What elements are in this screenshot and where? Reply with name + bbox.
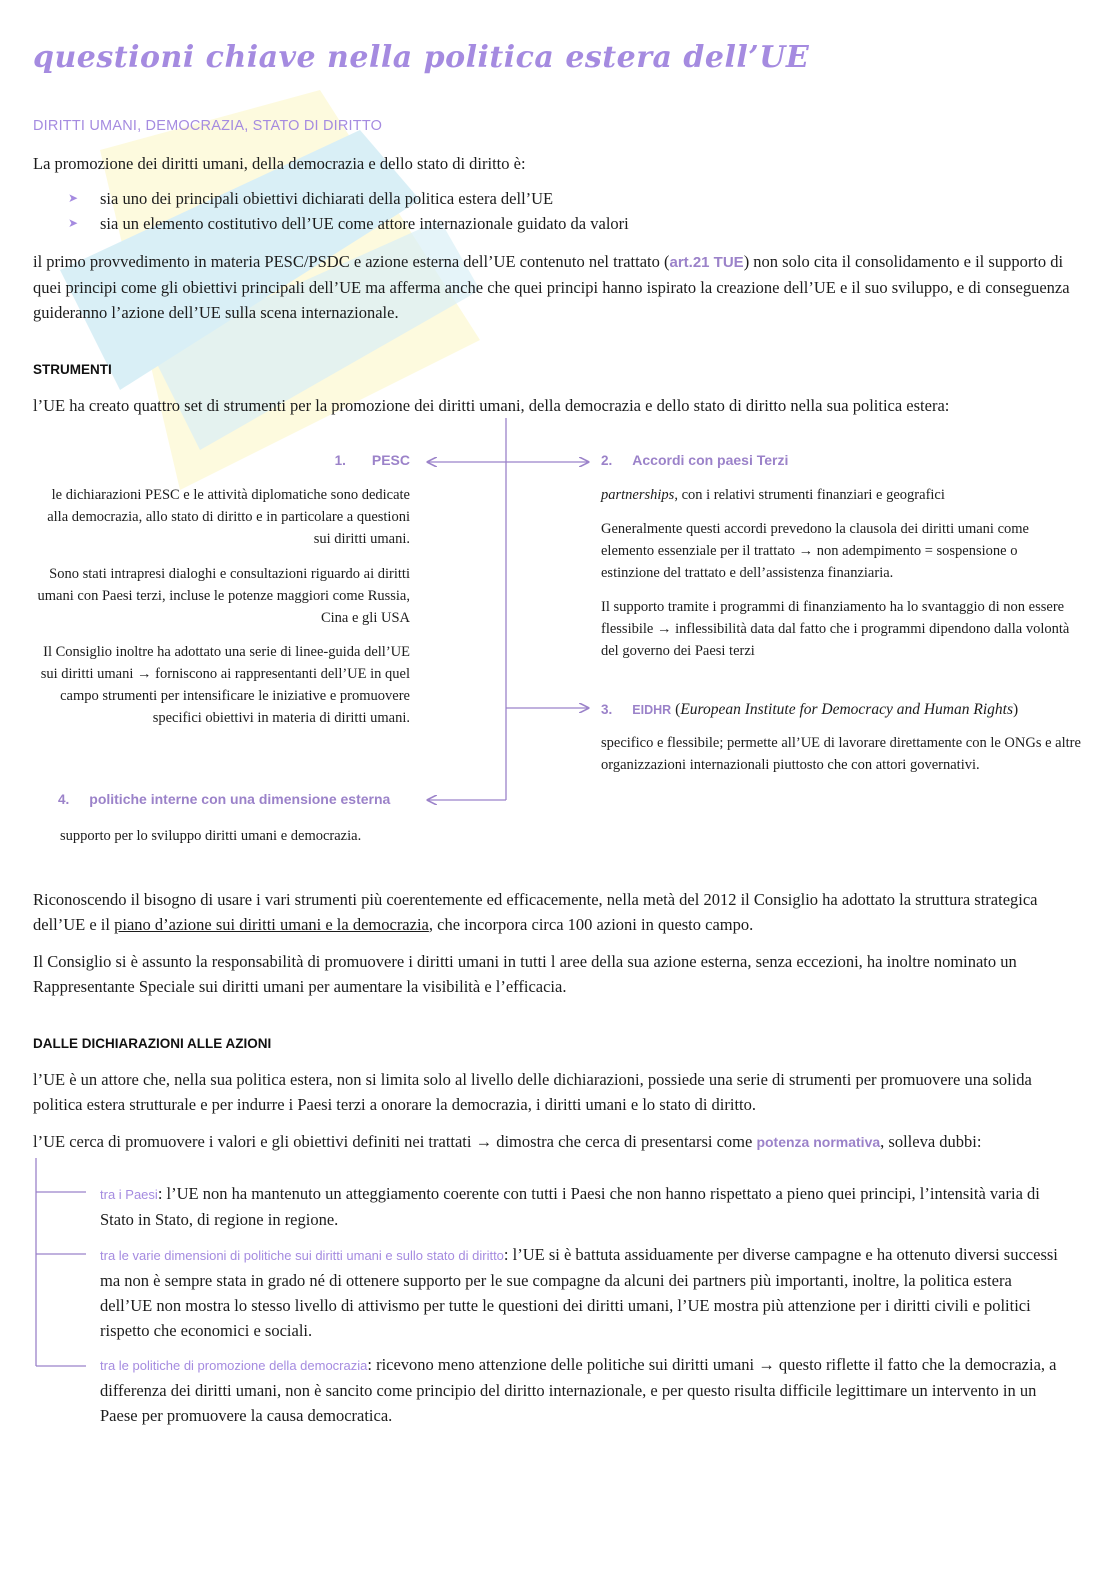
strumento-1-heading: 1. PESC (334, 452, 410, 468)
bullet-arrow-icon: ➤ (68, 191, 79, 205)
doubt-item: tra le varie dimensioni di politiche sui diritti umani e sullo stato di diritto: l’UE si è battuta assiduamente per diverse campagne e ha ottenuto diversi successi ma non è sempre stata in grado né di ottenere supporto per le sue compagne da alcuni dei partners più importanti, inoltre, la politica estera dell’UE non mostra lo stesso livello di attivismo per tutte le questioni dei diritti umani, l’UE mostra più attenzione per i diritti civili e politici rispetto che economici e sociali. (100, 1245, 1058, 1340)
strumento-4-heading: 4. politiche interne con una dimensione esterna (58, 791, 391, 807)
page-title: questioni chiave nella politica estera dell’UE (33, 40, 810, 75)
strumento-2-lead: partnerships, con i relativi strumenti finanziari e geografici (601, 487, 945, 503)
bullet-item: ➤ sia uno dei principali obiettivi dichiarati della politica estera dell’UE (100, 186, 1060, 211)
piano-azione-link: piano d’azione sui diritti umani e la democrazia (114, 915, 429, 934)
strumento-3-heading: 3. EIDHR (European Institute for Democracy and Human Rights) (601, 701, 1019, 718)
strumento-1-paragraph: Sono stati intrapresi dialoghi e consultazioni riguardo ai diritti umani con Paesi terzi, incluse le potenze maggiori come Russia, Cina e gli USA (37, 566, 410, 626)
strumento-4-paragraph: supporto per lo sviluppo diritti umani e democrazia. (60, 828, 362, 844)
section1-intro: La promozione dei diritti umani, della democrazia e dello stato di diritto è: (33, 154, 526, 173)
doubt-item: tra le politiche di promozione della democrazia: ricevono meno attenzione delle politiche sui diritti umani → questo riflette il fatto che la democrazia, a differenza dei diritti umani, non è sancito come principio del diritto internazionale, e per questo risulta difficile legittimare un intervento in un Paese per promuovere la causa democratica. (100, 1355, 1057, 1425)
dichiarazioni-paragraph-2: l’UE cerca di promuovere i valori e gli obiettivi definiti nei trattati → dimostra che cerca di presentarsi come potenza normativa, solleva dubbi: (33, 1132, 982, 1151)
strumento-2-paragraph: Il supporto tramite i programmi di finanziamento ha lo svantaggio di non essere flessibile → inflessibilità data dal fatto che i programmi dipendono dalla volontà del governo dei Paesi terzi (601, 599, 1070, 659)
section1-paragraph: il primo provvedimento in materia PESC/PSDC e azione esterna dell’UE contenuto nel trattato (art.21 TUE) non solo cita il consolidamento e il supporto di quei principi come gli obiettivi principali dell’UE ma afferma anche che quei principi hanno ispirato la creazione dell’UE e il suo sviluppo, e di conseguenza guideranno l’azione dell’UE sulla scena internazionale. (33, 252, 1070, 322)
paragraph-consiglio: Il Consiglio si è assunto la responsabilità di promuovere i diritti umani in tutti l aree della sua azione esterna, senza eccezioni, ha inoltre nominato un Rappresentante Speciale sui diritti umani per aumentare la visibilità e l’efficacia. (33, 952, 1017, 996)
paragraph-2012: Riconoscendo il bisogno di usare i vari strumenti più coerentemente ed efficacemente, nella metà del 2012 il Consiglio ha adottato la struttura strategica dell’UE e il piano d’azione sui diritti umani e la democrazia, che incorpora circa 100 azioni in questo campo. (33, 890, 1038, 934)
strumenti-intro: l’UE ha creato quattro set di strumenti per la promozione dei diritti umani, della democrazia e dello stato di diritto nella sua politica estera: (33, 396, 950, 415)
bullet-arrow-icon: ➤ (68, 216, 79, 230)
article-reference: art.21 TUE (669, 254, 744, 271)
strumento-1-paragraph: Il Consiglio inoltre ha adottato una serie di linee-guida dell’UE sui diritti umani → forniscono ai rappresentanti dell’UE in quel campo strumenti per intensificare le iniziative e promuovere specifici obiettivi in materia di diritti umani. (40, 644, 410, 726)
strumento-2-heading: 2. Accordi con paesi Terzi (601, 452, 789, 468)
section-heading-diritti: DIRITTI UMANI, DEMOCRAZIA, STATO DI DIRITTO (33, 118, 383, 134)
strumento-3-paragraph: specifico e flessibile; permette all’UE di lavorare direttamente con le ONGs e altre organizzazioni internazionali piuttosto che con attori governativi. (601, 735, 1081, 773)
potenza-normativa-highlight: potenza normativa (756, 1134, 881, 1150)
strumento-1-paragraph: le dichiarazioni PESC e le attività diplomatiche sono dedicate alla democrazia, allo stato di diritto e in particolare a questioni sui diritti umani. (47, 487, 410, 547)
section-heading-dichiarazioni: DALLE DICHIARAZIONI ALLE AZIONI (33, 1036, 272, 1051)
bullet-item: ➤ sia un elemento costitutivo dell’UE come attore internazionale guidato da valori (100, 211, 1060, 236)
section-heading-strumenti: STRUMENTI (33, 362, 112, 377)
dichiarazioni-paragraph-1: l’UE è un attore che, nella sua politica estera, non si limita solo al livello delle dichiarazioni, possiede una serie di strumenti per promuovere una solida politica estera strutturale e per indurre i Paesi terzi a onorare la democrazia, i diritti umani e lo stato di diritto. (33, 1070, 1032, 1114)
strumento-2-paragraph: Generalmente questi accordi prevedono la clausola dei diritti umani come elemento essenziale per il trattato → non adempimento = sospensione o estinzione del trattato e dell’assistenza finanziaria. (601, 521, 1029, 581)
doubt-item: tra i Paesi: l’UE non ha mantenuto un atteggiamento coerente con tutti i Paesi che non hanno rispettato a pieno quei principi, l’intensità varia di Stato in Stato, di regione in regione. (100, 1184, 1040, 1229)
